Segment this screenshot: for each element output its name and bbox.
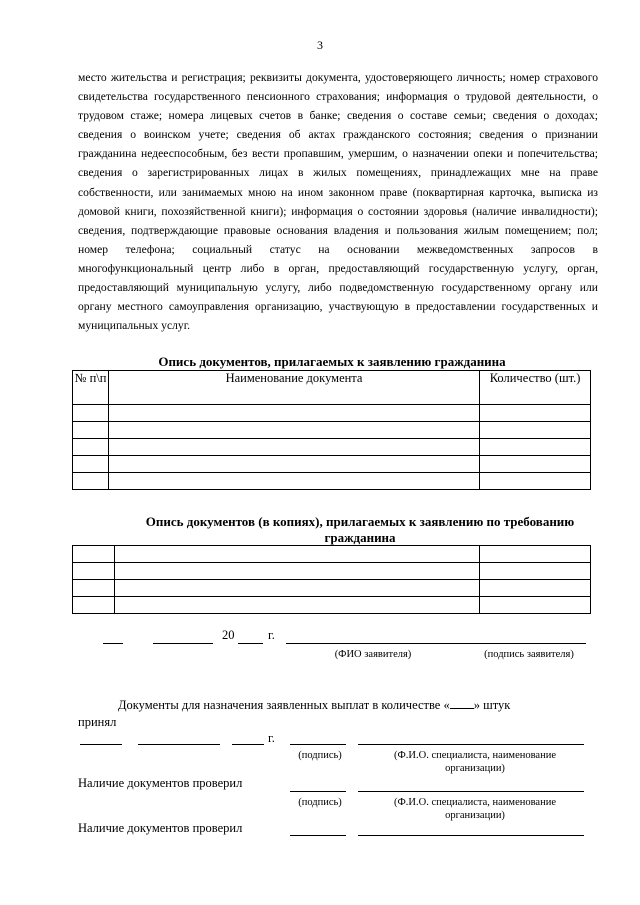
table-row — [73, 473, 591, 490]
signature-blank — [290, 744, 346, 745]
signature-blank — [290, 835, 346, 836]
column-header-quantity: Количество (шт.) — [480, 371, 591, 405]
year-blank — [238, 643, 263, 644]
consent-paragraph: место жительства и регистрация; реквизиты документа, удостоверяющего личность; номер страхового свидетельства государственного пенсионного страхования; информация о трудовой деятельности, о трудовом стаже; номера лицевых счетов в банке; сведения о составе семьи; сведения о доходах; сведения о воинском учете; сведения об актах гражданского состояния; сведения о признании гражданина недееспособным, без вести пропавшим, умершим, о назначении опеки и попечительства; сведения о зарегистрированных лицах в жилых помещениях, принадлежащих мне на праве собственности, или занимаемых мною на ином законном праве (поквартирная карточка, выписка из домовой книги, похозяйственной книги); информация о состоянии здоровья (наличие инвалидности); сведения, подтверждающие правовые основания владения и пользования жилым помещением; пол; номер телефона; социальный статус на основании межведомственных запросов в многофункциональный центр либо в орган, предоставляющий государственную услугу, орган, предоставляющий муниципальную услугу, либо подведомственную государственному органу или органу местного самоуправления организацию, участвующую в предоставлении государственных и муниципальных услуг. — [78, 71, 598, 333]
table-header-row — [73, 371, 591, 405]
column-header-document-name: Наименование документа — [108, 371, 479, 405]
acceptance-text — [118, 697, 510, 713]
specialist-blank — [358, 791, 584, 792]
specialist-blank — [358, 744, 584, 745]
table-row — [73, 439, 591, 456]
table-row — [73, 405, 591, 422]
specialist-caption: (Ф.И.О. специалиста, наименование организации) — [394, 797, 556, 821]
accepted-label: принял — [78, 715, 117, 729]
fio-caption: (ФИО заявителя) — [334, 649, 412, 660]
applicant-signature-caption: (подпись заявителя) — [484, 649, 574, 660]
year-suffix: г. — [268, 628, 275, 642]
table-row — [73, 597, 591, 614]
table-row — [73, 546, 591, 563]
check-label: Наличие документов проверил — [78, 821, 243, 835]
table-row — [73, 456, 591, 473]
table1-title: Опись документов, прилагаемых к заявлению гражданина — [158, 354, 506, 369]
month-blank — [153, 643, 213, 644]
year-blank — [232, 744, 264, 745]
check-label: Наличие документов проверил — [78, 776, 243, 790]
specialist-blank — [358, 835, 584, 836]
acceptance-text-start: Документы для назначения заявленных выплат в количестве « — [118, 698, 450, 712]
table2-title: Опись документов (в копиях), прилагаемых к заявлению по требованию гражданина — [145, 514, 575, 545]
page-number: 3 — [317, 38, 323, 52]
table-row — [73, 580, 591, 597]
day-blank — [80, 744, 122, 745]
column-header-number: № п\п — [73, 371, 109, 405]
specialist-caption: (Ф.И.О. специалиста, наименование организации) — [394, 750, 556, 774]
year-prefix: 20 — [222, 628, 235, 642]
documents-table — [72, 370, 591, 490]
acceptance-text-end: » штук — [473, 698, 511, 712]
table-row — [73, 563, 591, 580]
table-row — [73, 422, 591, 439]
fio-signature-blank — [286, 643, 586, 644]
signature-caption: (подпись) — [298, 797, 342, 808]
month-blank — [138, 744, 220, 745]
count-blank — [450, 697, 474, 709]
day-blank — [103, 643, 123, 644]
copies-table — [72, 545, 591, 614]
signature-blank — [290, 791, 346, 792]
signature-caption: (подпись) — [298, 750, 342, 761]
year-suffix: г. — [268, 731, 275, 745]
